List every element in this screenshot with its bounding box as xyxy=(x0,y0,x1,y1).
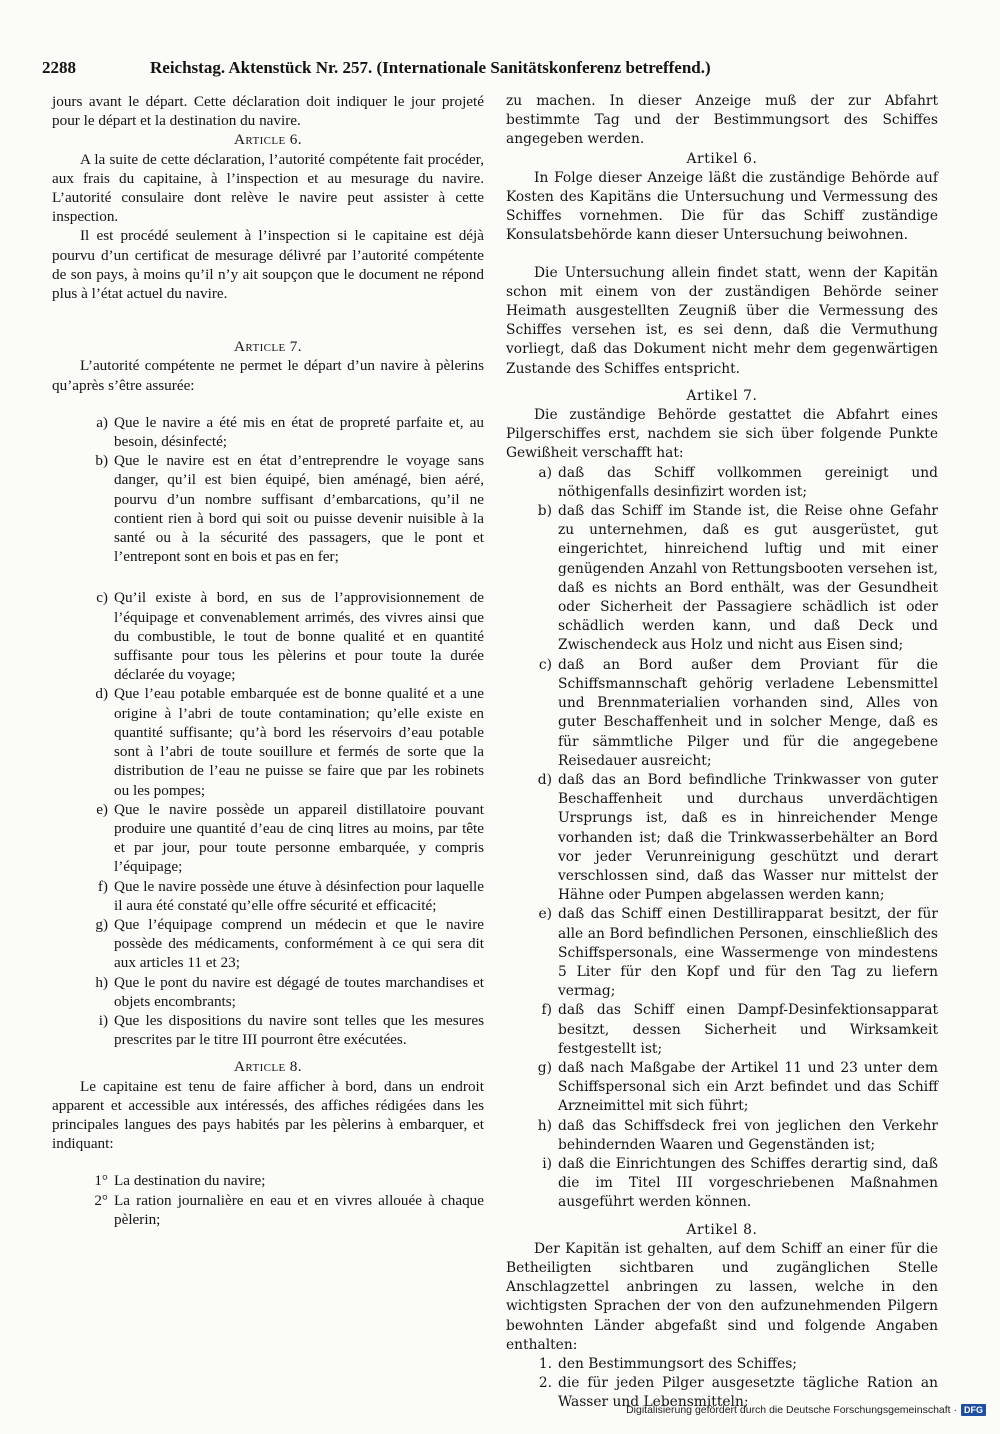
german-column xyxy=(506,92,938,1413)
item-marker: 2. xyxy=(538,1375,552,1392)
running-title: Reichstag. Aktenstück Nr. 257. (Internationale Sanitätskonferenz betreffend.) xyxy=(150,58,711,77)
fr-article-8-list xyxy=(52,1171,484,1229)
list-item xyxy=(52,588,484,684)
fr-article-6-heading: Article 6. xyxy=(234,131,302,149)
dfg-logo: DFG xyxy=(961,1404,986,1416)
fr-article-6-paragraph-2: Il est procédé seulement à l’inspection si le capitaine est déjà pourvu d’un certificat de mesurage délivré par l’autorité compétente de son pays, à moins qu’il n’y ait soupçon que le document ne répond plus à l’état actuel du navire. xyxy=(52,227,484,303)
list-item xyxy=(506,1001,938,1059)
item-text: Que le navire possède un appareil distillatoire pouvant produire une quantité d’eau de cinq litres au moins, par tête et par jour, pour toute personne embarquée, y compris l’équipage; xyxy=(114,800,484,876)
de-article-6-paragraph-1: In Folge dieser Anzeige läßt die zuständige Behörde auf Kosten des Kapitäns die Untersuchung und Vermessung des Schiffes vornehmen. Die für das Schiff zuständige Konsulatsbehörde kann dieser Untersuchung beiwohnen. xyxy=(506,169,938,244)
de-article-7-list xyxy=(506,464,938,1213)
item-text: Que les dispositions du navire sont telles que les mesures prescrites par le titre III pourront être exécutées. xyxy=(114,1011,484,1049)
de-article-6-paragraph-2: Die Untersuchung allein findet statt, wenn der Kapitän schon mit einem von der zuständigen Behörde seiner Heimath ausgestellten Zeugniß über die Vermessung des Schiffes versehen ist, es sei denn, daß die Vermuthung vorliegt, daß das Dokument nicht mehr dem gegenwärtigen Zustande des Schiffes entspricht. xyxy=(506,264,938,377)
item-marker: d) xyxy=(95,685,108,703)
item-marker: d) xyxy=(537,771,552,788)
item-text: La destination du navire; xyxy=(114,1172,266,1190)
fr-article-8-heading: Article 8. xyxy=(234,1058,302,1076)
item-text: Que le navire possède une étuve à désinfection pour laquelle il aura été constaté qu’elle offre sécurité et efficacité; xyxy=(114,877,484,914)
digitization-footer xyxy=(626,1404,986,1416)
fr-article-6-paragraph-1: A la suite de cette déclaration, l’autorité compétente fait procéder, aux frais du capitaine, à l’inspection et au mesurage du navire. L’autorité consulaire dont relève le navire peut assister à cette inspection. xyxy=(52,150,484,226)
de-article-8-heading: Artikel 8. xyxy=(686,1221,758,1238)
item-text: Que l’eau potable embarquée est de bonne qualité et a une origine à l’abri de toute contamination; qu’elle existe en quantité suffisante; qu’à bord les réservoirs d’eau potable sont à l’abri de toute souillure et fermés de sorte que la distribution de l’eau ne puisse se faire que par les robinets ou les pompes; xyxy=(114,685,484,799)
fr-intro-paragraph: jours avant le départ. Cette déclaration doit indiquer le jour projeté pour le départ et la destination du navire. xyxy=(52,93,484,130)
item-marker: e) xyxy=(538,906,552,923)
de-article-7-intro: Die zuständige Behörde gestattet die Abfahrt eines Pilgerschiffes erst, nachdem sie sich über folgende Punkte Gewißheit verschafft hat: xyxy=(506,407,938,462)
item-marker: e) xyxy=(96,800,108,818)
de-intro-paragraph: zu machen. In dieser Anzeige muß der zur Abfahrt bestimmte Tag und der Bestimmungsort des Schiffes angegeben werden. xyxy=(506,93,938,148)
list-item xyxy=(506,905,938,1001)
item-marker: h) xyxy=(537,1117,552,1134)
fr-article-7-list xyxy=(52,413,484,1050)
list-item xyxy=(506,1355,938,1374)
item-text: daß das Schiff vollkommen gereinigt und nöthigenfalls desinfizirt worden ist; xyxy=(558,464,938,500)
item-marker: c) xyxy=(96,589,108,607)
list-item xyxy=(506,1059,938,1117)
item-text: die für jeden Pilger ausgesetzte tägliche Ration an Wasser und Lebensmitteln; xyxy=(558,1375,938,1411)
list-item xyxy=(506,1155,938,1213)
item-text: daß das Schiff einen Destillirapparat besitzt, der für alle an Bord befindlichen Personen, einschließlich des Schiffspersonals, eine Wassermenge von mindestens 5 Liter für den Kopf und für den Tag zu liefern vermag; xyxy=(558,906,938,1000)
list-item xyxy=(52,973,484,1011)
item-text: daß die Einrichtungen des Schiffes derartig sind, daß die im Titel III vorgeschriebenen Maßnahmen ausgeführt werden können. xyxy=(558,1155,938,1211)
french-column xyxy=(52,92,484,1229)
list-item xyxy=(52,1011,484,1049)
fr-article-7-intro: L’autorité compétente ne permet le départ d’un navire à pèlerins qu’après s’être assurée: xyxy=(52,357,484,394)
item-text: Que le pont du navire est dégagé de toutes marchandises et objets encombrants; xyxy=(114,973,484,1010)
list-item xyxy=(506,656,938,771)
item-text: Qu’il existe à bord, en sus de l’approvisionnement de l’équipage et convenablement arrimés, des vivres ainsi que du combustible, le tout de bonne qualité et en quantité suffisante pour tous les pèlerins et pour toute la durée déclarée du voyage; xyxy=(114,589,484,684)
page-number: 2288 xyxy=(42,58,76,77)
item-marker: i) xyxy=(542,1155,552,1172)
item-text: daß das Schiff im Stande ist, die Reise ohne Gefahr zu unternehmen, daß es gut ausgerüstet, gut eingerichtet, hinreichend luftig und mit einer genügenden Anzahl von Rettungsbooten versehen ist, daß es nichts an Bord enthält, was der Gesundheit oder Sicherheit der Passagiere schädlich ist oder schädlich werden kann, und daß Deck und Zwischendeck aus Holz und nicht aus Eisen sind; xyxy=(558,503,938,654)
item-marker: a) xyxy=(538,464,552,481)
item-marker: g) xyxy=(95,915,108,933)
de-article-8-intro: Der Kapitän ist gehalten, auf dem Schiff an einer für die Betheiligten sichtbaren und zugänglichen Stelle Anschlagzettel anbringen zu lassen, welche in den wichtigsten Sprachen der von den aufzunehmenden Pilgern bewohnten Länder abgefaßt sind und folgende Angaben enthalten: xyxy=(506,1240,938,1353)
item-text: Que le navire est en état d’entreprendre le voyage sans danger, qu’il est bien équipé, bien aménagé, bien aéré, pourvu d’un nombre suffisant d’embarcations, qu’il ne contient rien à bord qui soit ou puisse devenir nuisible à la santé ou à la sécurité des passagers, que le pont et l’entrepont sont en bois et pas en fer; xyxy=(114,452,484,566)
item-text: Que le navire a été mis en état de propreté parfaite et, au besoin, désinfecté; xyxy=(114,413,484,451)
item-marker: c) xyxy=(538,656,552,673)
list-item xyxy=(52,451,484,566)
item-text: den Bestimmungsort des Schiffes; xyxy=(558,1356,797,1372)
list-item xyxy=(506,1117,938,1155)
list-item xyxy=(506,464,938,502)
item-marker: a) xyxy=(96,413,108,431)
item-text: daß das an Bord befindliche Trinkwasser von guter Beschaffenheit und durchaus unverdächtigen Ursprungs ist, daß es in hinreichender Menge vorhanden ist; daß die Trinkwasserbehälter an Bord vor jeder Verunreinigung geschützt und derart verschlossen sind, daß das Wasser nur mittelst der Hähne oder Pumpen abgelassen werden kann; xyxy=(558,771,938,904)
list-item xyxy=(506,771,938,905)
list-item xyxy=(506,502,938,656)
list-item xyxy=(52,413,484,451)
list-item xyxy=(52,877,484,915)
item-text: La ration journalière en eau et en vivres allouée à chaque pèlerin; xyxy=(114,1191,484,1228)
list-item xyxy=(52,915,484,973)
item-text: daß nach Maßgabe der Artikel 11 und 23 unter dem Schiffspersonal sich ein Arzt befindet und das Schiff Arzneimittel mit sich führt; xyxy=(558,1059,938,1115)
item-marker: b) xyxy=(95,452,108,470)
item-marker: f) xyxy=(97,877,108,895)
list-item xyxy=(52,1191,484,1229)
list-item xyxy=(52,1171,484,1190)
de-article-7-heading: Artikel 7. xyxy=(686,387,758,404)
list-item xyxy=(52,800,484,877)
item-text: daß das Schiffsdeck frei von jeglichen den Verkehr behindernden Waaren und Gegenständen ist; xyxy=(558,1117,938,1153)
fr-article-8-intro: Le capitaine est tenu de faire afficher à bord, dans un endroit apparent et accessible aux intéressés, des affiches rédigées dans les principales langues des pays habités par les pèlerins à embarquer, et indiquant: xyxy=(52,1077,484,1153)
footer-text: Digitalisierung gefördert durch die Deutsche Forschungsgemeinschaft · xyxy=(626,1404,957,1416)
item-marker: 1° xyxy=(94,1172,108,1190)
item-marker: 2° xyxy=(94,1191,108,1209)
item-marker: 1. xyxy=(538,1356,552,1372)
de-article-6-heading: Artikel 6. xyxy=(686,150,758,167)
list-item xyxy=(52,684,484,799)
item-text: daß das Schiff einen Dampf-Desinfektionsapparat besitzt, dessen Sicherheit und Wirksamkeit festgestellt ist; xyxy=(558,1002,938,1057)
item-marker: b) xyxy=(537,503,552,520)
item-text: Que l’équipage comprend un médecin et que le navire possède des médicaments, conformément à ce qui sera dit aux articles 11 et 23; xyxy=(114,915,484,972)
item-marker: f) xyxy=(541,1002,552,1019)
item-marker: g) xyxy=(537,1059,552,1076)
item-marker: h) xyxy=(95,973,108,991)
item-marker: i) xyxy=(98,1011,108,1029)
item-text: daß an Bord außer dem Proviant für die Schiffsmannschaft gehörig verladene Lebensmittel und Brennmaterialien vorhanden sind, Alles von guter Beschaffenheit und in solcher Menge, daß es für sämmtliche Pilger und für die angegebene Reisedauer ausreicht; xyxy=(558,656,938,769)
fr-article-7-heading: Article 7. xyxy=(234,338,302,356)
